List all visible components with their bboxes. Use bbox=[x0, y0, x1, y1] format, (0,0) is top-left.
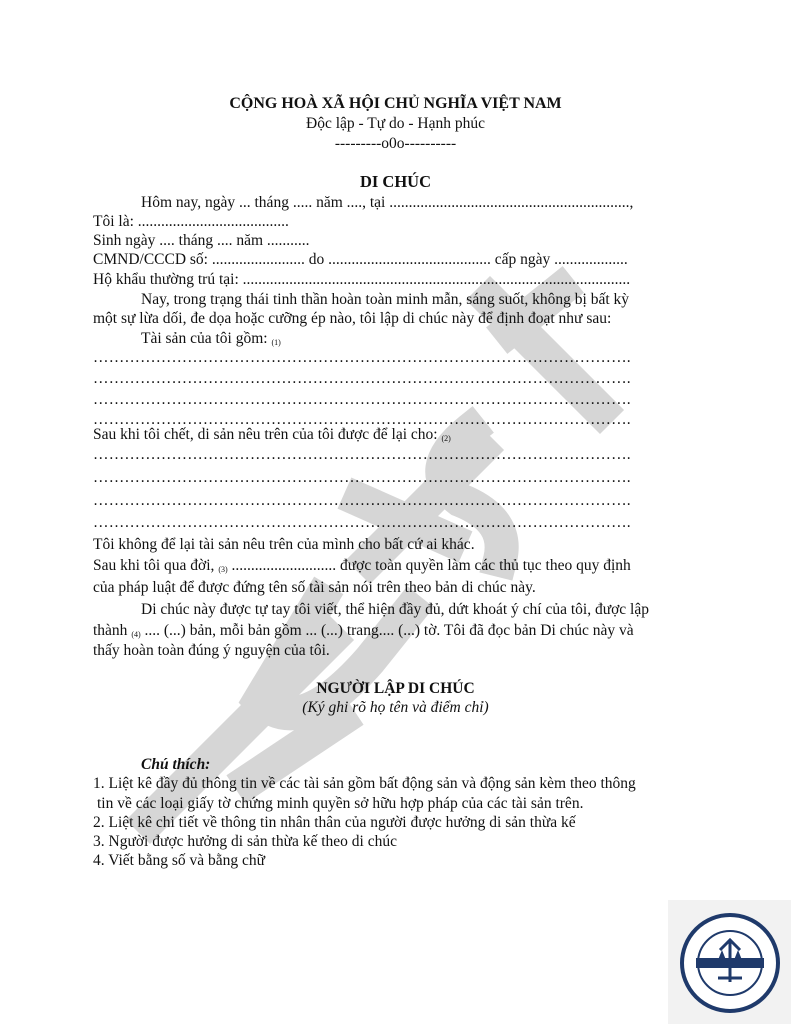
copies-text-a: thành bbox=[93, 622, 128, 639]
signature-subtitle: (Ký ghi rõ họ tên và điểm chỉ) bbox=[302, 699, 489, 716]
heir-dotline-4: …………………………………………………………………………………………. bbox=[93, 514, 631, 531]
footnote-ref-3: (3) bbox=[218, 565, 228, 574]
intent-line-2: một sự lừa dối, đe dọa hoặc cưỡng ép nào, tôi lập di chúc này để định đoạt như sau: bbox=[93, 310, 612, 327]
footnote-ref-2: (2) bbox=[441, 434, 451, 443]
today-line: Hôm nay, ngày ... tháng ..... năm ...., tại .............................................................., bbox=[141, 194, 634, 211]
note-3: 3. Người được hưởng di sản thừa kế theo di chúc bbox=[93, 833, 397, 850]
heir-dotline-3: …………………………………………………………………………………………. bbox=[93, 492, 631, 509]
note-1-line-2: tin về các loại giấy tờ chứng minh quyền sở hữu hợp pháp của các tài sản trên. bbox=[97, 795, 584, 812]
notary-logo bbox=[668, 900, 791, 1024]
footnote-ref-1: (1) bbox=[271, 338, 281, 347]
footnote-ref-4: (4) bbox=[131, 630, 141, 639]
motto: Độc lập - Tự do - Hạnh phúc bbox=[306, 115, 485, 132]
heirs-label-text: Sau khi tôi chết, di sản nêu trên của tôi được để lại cho: bbox=[93, 426, 438, 443]
assets-label-text: Tài sản của tôi gồm: bbox=[141, 330, 268, 347]
note-2: 2. Liệt kê chi tiết về thông tin nhân thân của người được hưởng di sản thừa kế bbox=[93, 814, 576, 831]
notary-badge bbox=[668, 900, 791, 1024]
document-title: DI CHÚC bbox=[359, 172, 432, 191]
note-4: 4. Viết bằng số và bằng chữ bbox=[93, 852, 266, 869]
asset-dotline-1: …………………………………………………………………………………………. bbox=[93, 349, 631, 366]
executor-text-a: Sau khi tôi qua đời, bbox=[93, 557, 215, 574]
asset-dotline-2: …………………………………………………………………………………………. bbox=[93, 370, 631, 387]
asset-dotline-4: …………………………………………………………………………………………. bbox=[93, 411, 631, 428]
signature-title: NGƯỜI LẬP DI CHÚC bbox=[316, 680, 475, 697]
name-line: Tôi là: ....................................... bbox=[93, 213, 289, 230]
note-1-line-1: 1. Liệt kê đầy đủ thông tin về các tài sản gồm bất động sản và động sản kèm theo thông bbox=[93, 775, 636, 792]
nation-title: CỘNG HOÀ XÃ HỘI CHỦ NGHĨA VIỆT NAM bbox=[229, 95, 562, 112]
copies-line-2: thấy hoàn toàn đúng ý nguyện của tôi. bbox=[93, 642, 330, 659]
address-line: Hộ khẩu thường trú tại: .................................................................................................... bbox=[93, 271, 631, 288]
id-line: CMND/CCCD số: ........................ do .......................................... cấp ngày ................... bbox=[93, 251, 628, 268]
heir-dotline-2: …………………………………………………………………………………………. bbox=[93, 469, 631, 486]
birth-line: Sinh ngày .... tháng .... năm ........... bbox=[93, 232, 310, 249]
copies-text-b: .... (...) bản, mỗi bản gồm ... (...) trang.... (...) tờ. Tôi đã đọc bản Di chúc này và bbox=[144, 622, 634, 639]
heir-dotline-1: …………………………………………………………………………………………. bbox=[93, 446, 631, 463]
handwritten-line: Di chúc này được tự tay tôi viết, thể hiện đầy đủ, dứt khoát ý chí của tôi, được lập bbox=[141, 601, 649, 618]
separator: ---------o0o---------- bbox=[334, 135, 457, 152]
asset-dotline-3: …………………………………………………………………………………………. bbox=[93, 391, 631, 408]
executor-line-1 bbox=[93, 556, 631, 580]
intent-line-1: Nay, trong trạng thái tinh thần hoàn toàn minh mẫn, sáng suốt, không bị bất kỳ bbox=[141, 291, 630, 308]
notes-heading: Chú thích: bbox=[141, 756, 211, 773]
executor-text-b: ........................... được toàn quyền làm các thủ tục theo quy định bbox=[231, 557, 631, 574]
no-other-line: Tôi không để lại tài sản nêu trên của mình cho bất cứ ai khác. bbox=[93, 536, 475, 553]
executor-line-2: của pháp luật để được đứng tên số tài sản nói trên theo bản di chúc này. bbox=[93, 579, 536, 596]
